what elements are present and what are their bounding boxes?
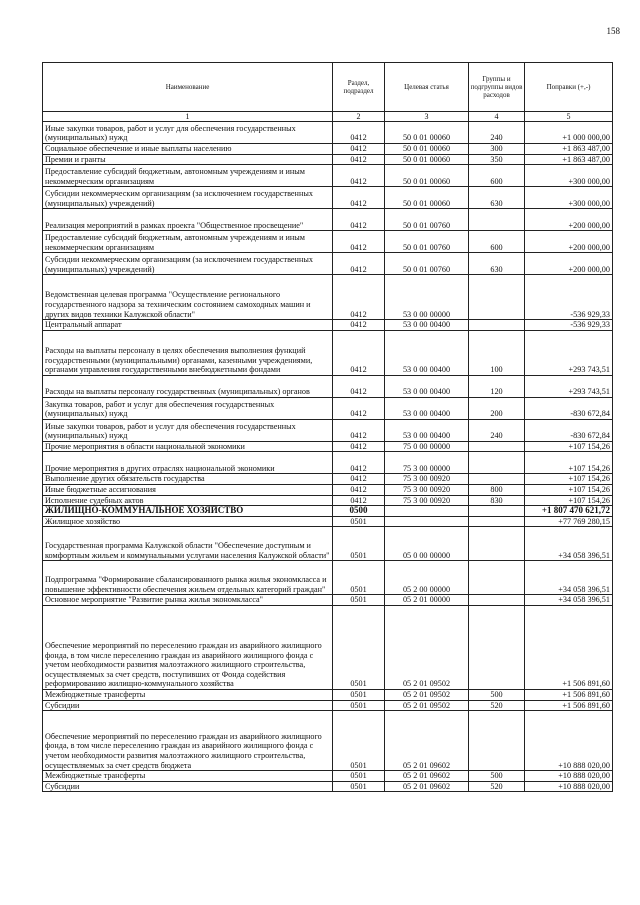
row-name-cell: Межбюджетные трансферты — [43, 689, 333, 700]
row-amount-cell: +107 154,26 — [525, 441, 613, 452]
row-section-cell: 0412 — [333, 441, 385, 452]
table-row — [43, 771, 613, 782]
row-section-cell: 0412 — [333, 154, 385, 165]
row-name-cell: Расходы на выплаты персоналу в целях обеспечения выполнения функций государственными (муниципальными) органами, казенными учреждениями, органами управления государственными внебюджетными фондами — [43, 330, 333, 375]
row-target-cell: 75 0 00 00000 — [385, 441, 469, 452]
row-name-cell: Расходы на выплаты персоналу государственных (муниципальных) органов — [43, 375, 333, 397]
column-number: 4 — [469, 112, 525, 122]
row-name-cell: Выполнение других обязательств государства — [43, 474, 333, 485]
row-name-cell: Прочие мероприятия в области национальной экономики — [43, 441, 333, 452]
table-row — [43, 527, 613, 561]
row-name-cell: Обеспечение мероприятий по переселению граждан из аварийного жилищного фонда, в том числе переселению граждан из аварийного жилищного фонда с учетом необходимости развития малоэтажного жилищного строительства, осуществляемых за счет средств, поступивших от Фонда содействия реформированию жилищно-коммунального хозяйства — [43, 605, 333, 689]
row-target-cell: 50 0 01 00060 — [385, 122, 469, 144]
column-number-row — [43, 112, 613, 122]
row-group-cell: 100 — [469, 330, 525, 375]
header-section: Раздел, подраздел — [333, 63, 385, 112]
row-target-cell: 75 3 00 00920 — [385, 484, 469, 495]
row-group-cell — [469, 561, 525, 595]
row-amount-cell: -830 672,84 — [525, 419, 613, 441]
row-group-cell: 630 — [469, 253, 525, 275]
row-amount-cell: +1 863 487,00 — [525, 154, 613, 165]
table-row — [43, 122, 613, 144]
table-row — [43, 209, 613, 231]
row-name-cell: Реализация мероприятий в рамках проекта "Общественное просвещение" — [43, 209, 333, 231]
row-target-cell: 05 2 01 09502 — [385, 605, 469, 689]
row-section-cell: 0412 — [333, 144, 385, 155]
row-section-cell: 0412 — [333, 320, 385, 331]
row-section-cell: 0412 — [333, 495, 385, 506]
table-row — [43, 419, 613, 441]
row-amount-cell: +200 000,00 — [525, 253, 613, 275]
row-amount-cell: +10 888 020,00 — [525, 771, 613, 782]
row-section-cell: 0501 — [333, 700, 385, 711]
row-section-cell: 0412 — [333, 165, 385, 187]
row-group-cell — [469, 209, 525, 231]
row-name-cell: Иные закупки товаров, работ и услуг для обеспечения государственных (муниципальных) нужд — [43, 122, 333, 144]
table-row — [43, 375, 613, 397]
table-row — [43, 495, 613, 506]
row-target-cell: 53 0 00 00000 — [385, 275, 469, 320]
row-group-cell: 200 — [469, 397, 525, 419]
row-target-cell: 53 0 00 00400 — [385, 375, 469, 397]
table-row — [43, 330, 613, 375]
row-section-cell: 0412 — [333, 474, 385, 485]
row-name-cell: Исполнение судебных актов — [43, 495, 333, 506]
row-group-cell — [469, 711, 525, 771]
row-section-cell: 0500 — [333, 506, 385, 517]
row-name-cell: Основное мероприятие "Развитие рынка жилья экономкласса" — [43, 595, 333, 606]
row-section-cell: 0501 — [333, 689, 385, 700]
row-section-cell: 0501 — [333, 781, 385, 792]
row-target-cell: 53 0 00 00400 — [385, 419, 469, 441]
row-amount-cell: +10 888 020,00 — [525, 711, 613, 771]
row-group-cell — [469, 516, 525, 527]
row-name-cell: Предоставление субсидий бюджетным, автономным учреждениям и иным некоммерческим организациям — [43, 231, 333, 253]
row-section-cell: 0412 — [333, 419, 385, 441]
row-section-cell: 0412 — [333, 209, 385, 231]
row-group-cell: 120 — [469, 375, 525, 397]
row-name-cell: ЖИЛИЩНО-КОММУНАЛЬНОЕ ХОЗЯЙСТВО — [43, 506, 333, 517]
row-group-cell — [469, 595, 525, 606]
table-row — [43, 781, 613, 792]
row-group-cell — [469, 441, 525, 452]
row-name-cell: Государственная программа Калужской области "Обеспечение доступным и комфортным жильем и коммунальными услугами населения Калужской области" — [43, 527, 333, 561]
row-target-cell: 05 0 00 00000 — [385, 527, 469, 561]
row-target-cell: 75 3 00 00920 — [385, 474, 469, 485]
row-amount-cell: +77 769 280,15 — [525, 516, 613, 527]
row-amount-cell: +34 058 396,51 — [525, 595, 613, 606]
row-target-cell: 50 0 01 00760 — [385, 253, 469, 275]
row-target-cell: 05 2 00 00000 — [385, 561, 469, 595]
table-header-row — [43, 63, 613, 112]
row-target-cell: 53 0 00 00400 — [385, 330, 469, 375]
row-section-cell: 0501 — [333, 711, 385, 771]
row-group-cell — [469, 605, 525, 689]
table-row — [43, 165, 613, 187]
table-row — [43, 452, 613, 474]
table-row — [43, 711, 613, 771]
column-number: 5 — [525, 112, 613, 122]
row-amount-cell: -830 672,84 — [525, 397, 613, 419]
row-target-cell: 50 0 01 00060 — [385, 154, 469, 165]
column-number: 2 — [333, 112, 385, 122]
row-name-cell: Иные закупки товаров, работ и услуг для обеспечения государственных (муниципальных) нужд — [43, 419, 333, 441]
column-number: 1 — [43, 112, 333, 122]
row-amount-cell: +107 154,26 — [525, 495, 613, 506]
row-target-cell: 05 2 01 09602 — [385, 771, 469, 782]
row-amount-cell: +1 863 487,00 — [525, 144, 613, 155]
row-section-cell: 0412 — [333, 452, 385, 474]
table-row — [43, 595, 613, 606]
row-group-cell — [469, 527, 525, 561]
row-section-cell: 0412 — [333, 330, 385, 375]
row-name-cell: Межбюджетные трансферты — [43, 771, 333, 782]
header-groups: Группы и подгруппы видов расходов — [469, 63, 525, 112]
row-name-cell: Субсидии — [43, 700, 333, 711]
row-target-cell: 53 0 00 00400 — [385, 320, 469, 331]
row-section-cell: 0501 — [333, 605, 385, 689]
row-group-cell: 350 — [469, 154, 525, 165]
row-group-cell: 500 — [469, 689, 525, 700]
table-row — [43, 700, 613, 711]
row-group-cell: 800 — [469, 484, 525, 495]
row-target-cell: 05 2 01 00000 — [385, 595, 469, 606]
table-row — [43, 441, 613, 452]
row-amount-cell: +1 506 891,60 — [525, 689, 613, 700]
table-row — [43, 144, 613, 155]
row-amount-cell: +293 743,51 — [525, 375, 613, 397]
table-row — [43, 397, 613, 419]
row-section-cell: 0412 — [333, 253, 385, 275]
table-row — [43, 516, 613, 527]
row-amount-cell: +34 058 396,51 — [525, 561, 613, 595]
row-amount-cell: +34 058 396,51 — [525, 527, 613, 561]
row-name-cell: Иные бюджетные ассигнования — [43, 484, 333, 495]
row-group-cell: 830 — [469, 495, 525, 506]
row-section-cell: 0412 — [333, 231, 385, 253]
row-group-cell — [469, 452, 525, 474]
row-target-cell: 50 0 01 00060 — [385, 165, 469, 187]
row-name-cell: Субсидии некоммерческим организациям (за исключением государственных (муниципальных) учреждений) — [43, 187, 333, 209]
row-name-cell: Премии и гранты — [43, 154, 333, 165]
table-row — [43, 484, 613, 495]
table-row — [43, 605, 613, 689]
row-name-cell: Закупка товаров, работ и услуг для обеспечения государственных (муниципальных) нужд — [43, 397, 333, 419]
row-group-cell — [469, 320, 525, 331]
row-name-cell: Обеспечение мероприятий по переселению граждан из аварийного жилищного фонда, в том числе переселению граждан из аварийного жилищного фонда с учетом необходимости развития малоэтажного жилищного строительства, осуществляемых за счет средств бюджета — [43, 711, 333, 771]
row-section-cell: 0501 — [333, 527, 385, 561]
row-amount-cell: -536 929,33 — [525, 275, 613, 320]
row-amount-cell: +10 888 020,00 — [525, 781, 613, 792]
table-row — [43, 474, 613, 485]
row-amount-cell: -536 929,33 — [525, 320, 613, 331]
row-amount-cell: +1 000 000,00 — [525, 122, 613, 144]
row-group-cell: 600 — [469, 231, 525, 253]
row-group-cell: 240 — [469, 122, 525, 144]
column-number: 3 — [385, 112, 469, 122]
row-section-cell: 0501 — [333, 595, 385, 606]
row-group-cell: 630 — [469, 187, 525, 209]
row-section-cell: 0501 — [333, 771, 385, 782]
row-section-cell: 0501 — [333, 561, 385, 595]
header-name: Наименование — [43, 63, 333, 112]
row-section-cell: 0412 — [333, 375, 385, 397]
row-group-cell — [469, 474, 525, 485]
table-row — [43, 320, 613, 331]
row-group-cell: 240 — [469, 419, 525, 441]
row-group-cell — [469, 506, 525, 517]
row-section-cell: 0501 — [333, 516, 385, 527]
row-target-cell: 75 3 00 00000 — [385, 452, 469, 474]
table-row — [43, 253, 613, 275]
row-amount-cell: +107 154,26 — [525, 484, 613, 495]
row-name-cell: Жилищное хозяйство — [43, 516, 333, 527]
table-row — [43, 275, 613, 320]
row-name-cell: Подпрограмма "Формирование сбалансированного рынка жилья экономкласса и повышение эффективности обеспечения жильем отдельных категорий граждан" — [43, 561, 333, 595]
table-row — [43, 506, 613, 517]
row-amount-cell: +1 506 891,60 — [525, 700, 613, 711]
row-amount-cell: +107 154,26 — [525, 474, 613, 485]
row-amount-cell: +300 000,00 — [525, 187, 613, 209]
row-target-cell: 50 0 01 00060 — [385, 144, 469, 155]
row-amount-cell: +1 506 891,60 — [525, 605, 613, 689]
table-row — [43, 561, 613, 595]
row-group-cell: 520 — [469, 700, 525, 711]
row-group-cell: 520 — [469, 781, 525, 792]
row-name-cell: Предоставление субсидий бюджетным, автономным учреждениям и иным некоммерческим организациям — [43, 165, 333, 187]
row-section-cell: 0412 — [333, 397, 385, 419]
row-target-cell: 05 2 01 09602 — [385, 711, 469, 771]
row-name-cell: Социальное обеспечение и иные выплаты населению — [43, 144, 333, 155]
page-number: 158 — [606, 26, 620, 36]
row-group-cell — [469, 275, 525, 320]
row-name-cell: Ведомственная целевая программа "Осуществление регионального государственного надзора за техническим состоянием самоходных машин и других видов техники Калужской области" — [43, 275, 333, 320]
row-amount-cell: +107 154,26 — [525, 452, 613, 474]
row-amount-cell: +200 000,00 — [525, 209, 613, 231]
row-amount-cell: +200 000,00 — [525, 231, 613, 253]
row-amount-cell: +293 743,51 — [525, 330, 613, 375]
header-target: Целевая статья — [385, 63, 469, 112]
row-group-cell: 600 — [469, 165, 525, 187]
row-target-cell: 75 3 00 00920 — [385, 495, 469, 506]
table-row — [43, 689, 613, 700]
row-name-cell: Субсидии некоммерческим организациям (за исключением государственных (муниципальных) учреждений) — [43, 253, 333, 275]
row-amount-cell: +300 000,00 — [525, 165, 613, 187]
budget-amendments-table — [42, 62, 613, 792]
row-target-cell: 50 0 01 00760 — [385, 231, 469, 253]
row-section-cell: 0412 — [333, 484, 385, 495]
table-row — [43, 231, 613, 253]
row-amount-cell: +1 807 470 621,72 — [525, 506, 613, 517]
row-name-cell: Субсидии — [43, 781, 333, 792]
row-target-cell: 53 0 00 00400 — [385, 397, 469, 419]
row-target-cell: 05 2 01 09502 — [385, 689, 469, 700]
row-target-cell: 05 2 01 09502 — [385, 700, 469, 711]
row-group-cell: 300 — [469, 144, 525, 155]
row-name-cell: Прочие мероприятия в других отраслях национальной экономики — [43, 452, 333, 474]
table-row — [43, 187, 613, 209]
row-group-cell: 500 — [469, 771, 525, 782]
row-target-cell: 05 2 01 09602 — [385, 781, 469, 792]
row-target-cell: 50 0 01 00060 — [385, 187, 469, 209]
row-target-cell — [385, 506, 469, 517]
row-section-cell: 0412 — [333, 122, 385, 144]
row-target-cell — [385, 516, 469, 527]
table-row — [43, 154, 613, 165]
row-target-cell: 50 0 01 00760 — [385, 209, 469, 231]
header-amendment: Поправки (+,-) — [525, 63, 613, 112]
row-section-cell: 0412 — [333, 275, 385, 320]
row-section-cell: 0412 — [333, 187, 385, 209]
row-name-cell: Центральный аппарат — [43, 320, 333, 331]
